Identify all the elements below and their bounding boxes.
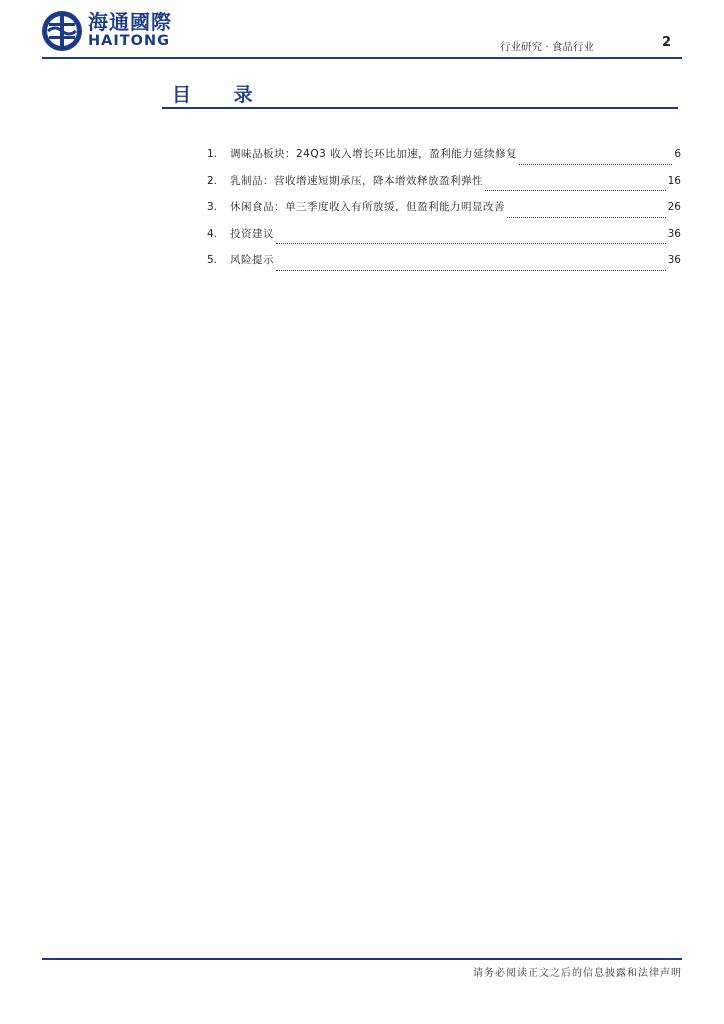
toc-item[interactable] — [207, 226, 681, 253]
toc-title: 目 录 — [172, 84, 271, 106]
toc-item-page[interactable]: 36 — [667, 227, 681, 240]
toc-item-number: 4. — [207, 227, 218, 240]
brand-name-english: HAITONG — [88, 33, 171, 49]
toc-item-number: 2. — [207, 174, 218, 187]
toc-item[interactable] — [207, 199, 681, 226]
toc-item-page[interactable]: 26 — [667, 201, 681, 213]
toc-title-underline — [162, 107, 678, 109]
toc-item-page[interactable]: 16 — [667, 174, 681, 187]
toc-item-title[interactable]: 调味品板块：24Q3 收入增长环比加速，盈利能力延续修复 — [230, 148, 518, 160]
toc-leader-dots — [507, 216, 666, 218]
page-number: 2 — [662, 35, 672, 50]
toc-item-number: 3. — [207, 201, 218, 213]
header-divider — [42, 57, 682, 59]
toc-item[interactable] — [207, 146, 681, 173]
page-header — [0, 0, 724, 62]
toc-item-number: 1. — [207, 148, 218, 160]
toc-item-number: 5. — [207, 254, 218, 266]
footer-disclaimer: 请务必阅读正文之后的信息披露和法律声明 — [473, 968, 682, 979]
toc-item-title[interactable]: 投资建议 — [230, 227, 274, 240]
toc-list — [207, 146, 681, 279]
toc-leader-dots — [485, 189, 666, 191]
toc-item[interactable] — [207, 173, 681, 200]
toc-item-page[interactable]: 6 — [674, 148, 681, 160]
footer-divider — [42, 958, 682, 960]
report-category: 行业研究 · 食品行业 — [500, 41, 595, 53]
toc-item-title[interactable]: 乳制品：营收增速短期承压，降本增效释放盈利弹性 — [230, 174, 483, 187]
toc-item-title[interactable]: 风险提示 — [230, 254, 274, 266]
toc-item-page[interactable]: 36 — [667, 254, 681, 266]
brand-name-chinese: 海通國際 — [88, 10, 172, 34]
toc-item-title[interactable]: 休闲食品：单三季度收入有所放缓，但盈利能力明显改善 — [230, 201, 505, 213]
toc-leader-dots — [519, 163, 672, 165]
toc-item[interactable] — [207, 252, 681, 279]
haitong-logo-icon — [40, 9, 84, 53]
toc-leader-dots — [276, 242, 666, 244]
toc-leader-dots — [276, 269, 666, 271]
